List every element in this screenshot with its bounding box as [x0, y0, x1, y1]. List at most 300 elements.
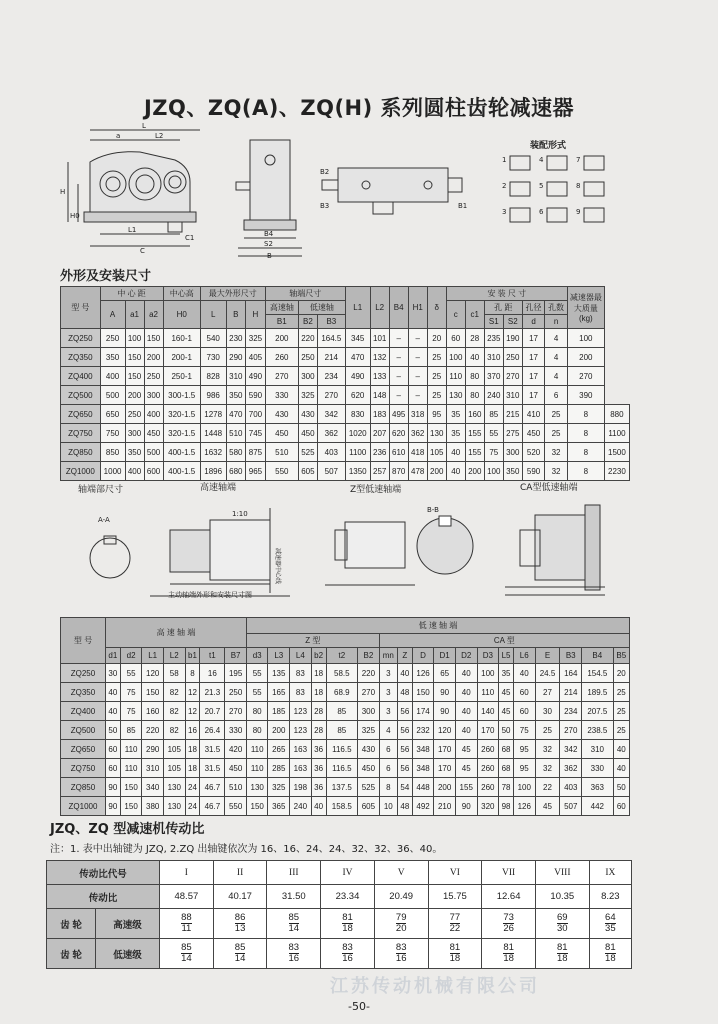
- table-cell: 600: [144, 462, 163, 481]
- table-cell: 410: [522, 405, 545, 424]
- table-cell: 28: [311, 721, 326, 740]
- table-row: [61, 367, 630, 386]
- low-gear-teeth: $\frac{85}{14}$: [213, 939, 267, 969]
- table-cell: 20: [613, 664, 629, 683]
- table-cell: 260: [477, 778, 499, 797]
- table-cell: 20: [427, 329, 446, 348]
- table-cell: 300: [125, 424, 144, 443]
- table-cell: 130: [163, 778, 185, 797]
- table-cell: 18: [311, 683, 326, 702]
- table-cell: 40: [446, 443, 465, 462]
- table-cell: –: [389, 367, 408, 386]
- table-cell: 870: [389, 462, 408, 481]
- ratio-code: III: [267, 861, 321, 885]
- table-cell: 100: [513, 778, 535, 797]
- table-cell: 90: [105, 778, 120, 797]
- table-cell: 362: [560, 759, 582, 778]
- table-cell: 330: [265, 386, 298, 405]
- column-header: b1: [185, 648, 200, 664]
- table-cell: –: [389, 348, 408, 367]
- table-cell: 290: [226, 348, 246, 367]
- table-cell: 4: [545, 348, 568, 367]
- table-cell: 3: [379, 664, 397, 683]
- column-header: D1: [434, 648, 456, 664]
- assembly-number: 5: [539, 182, 544, 190]
- table-cell: 18: [185, 740, 200, 759]
- table-cell: 123: [290, 721, 312, 740]
- table-cell: 105: [427, 443, 446, 462]
- table-cell: 250: [144, 367, 163, 386]
- column-header: L3: [268, 648, 290, 664]
- table-cell: 220: [358, 664, 380, 683]
- reducer-top-view-drawing: [318, 158, 468, 220]
- low-gear-teeth: $\frac{81}{18}$: [482, 939, 536, 969]
- table-cell: 260: [477, 740, 499, 759]
- table-cell: 230: [226, 329, 246, 348]
- table-cell: 55: [484, 424, 503, 443]
- table-cell: 82: [163, 721, 185, 740]
- table-cell: 265: [268, 740, 290, 759]
- table-cell: 8: [567, 443, 604, 462]
- table-cell: 234: [317, 367, 345, 386]
- table-cell: 342: [560, 740, 582, 759]
- table-cell: 1100: [345, 443, 370, 462]
- table-row: [61, 443, 630, 462]
- table-cell: 185: [268, 702, 290, 721]
- table-cell: 100: [484, 462, 503, 481]
- table-cell: 200: [268, 721, 290, 740]
- table-cell: 90: [455, 797, 477, 816]
- table-cell: 28: [311, 702, 326, 721]
- table-cell: 198: [290, 778, 312, 797]
- table-cell: 164: [560, 664, 582, 683]
- table-cell: 550: [265, 462, 298, 481]
- table-cell: 400-1.5: [163, 443, 200, 462]
- table-cell: 163: [290, 740, 312, 759]
- assembly-number: 8: [576, 182, 581, 190]
- table-cell: 330: [582, 759, 614, 778]
- table-cell: 17: [522, 367, 545, 386]
- table-cell: 450: [522, 424, 545, 443]
- table-cell: 189.5: [582, 683, 614, 702]
- table-cell: 170: [434, 759, 456, 778]
- table-cell: 400: [100, 367, 125, 386]
- table-cell: 50: [613, 778, 629, 797]
- table-cell: 605: [298, 462, 317, 481]
- table-cell: 40: [455, 721, 477, 740]
- table-cell: 45: [455, 740, 477, 759]
- table-cell: 155: [465, 443, 484, 462]
- table-cell: 400-1.5: [163, 462, 200, 481]
- table-cell: 300: [144, 386, 163, 405]
- table-cell: 290: [142, 740, 164, 759]
- table-cell: 50: [499, 721, 514, 740]
- table-cell: 350: [226, 386, 246, 405]
- ratio-value: 10.35: [535, 885, 589, 909]
- ratio-code: V: [374, 861, 428, 885]
- table-cell: 56: [397, 759, 412, 778]
- column-header: L1: [142, 648, 164, 664]
- svg-text:C: C: [140, 247, 145, 255]
- table-cell: 500: [144, 443, 163, 462]
- table-row: [61, 386, 630, 405]
- table-cell: 21.3: [200, 683, 225, 702]
- column-header: D3: [477, 648, 499, 664]
- table-cell: 85: [484, 405, 503, 424]
- table-cell: 25: [535, 721, 560, 740]
- table-cell: 4: [545, 367, 568, 386]
- table-cell: 215: [503, 405, 522, 424]
- table-cell: 325: [268, 778, 290, 797]
- table-cell: 610: [389, 443, 408, 462]
- table-cell: 164.5: [317, 329, 345, 348]
- high-speed-shaft-label: 高速轴端: [200, 483, 237, 493]
- table-cell: 580: [226, 443, 246, 462]
- table-cell: 36: [311, 778, 326, 797]
- table-cell: 31.5: [200, 740, 225, 759]
- row-model: ZQ250: [61, 329, 101, 348]
- table-cell: 2230: [604, 462, 629, 481]
- table-row: [61, 759, 630, 778]
- z-low-speed-shaft-drawing: [315, 500, 485, 600]
- table-cell: 22: [535, 778, 560, 797]
- table-cell: 620: [345, 386, 370, 405]
- table-cell: 55: [120, 664, 142, 683]
- row-model: ZQ650: [61, 405, 101, 424]
- note-text: 注：1. 表中出轴键为 JZQ, 2.ZQ 出轴键依次为 16、16、24、24、32、32、36、40。: [50, 844, 443, 855]
- table-cell: 430: [358, 740, 380, 759]
- svg-text:B: B: [267, 252, 272, 260]
- table-cell: 35: [446, 405, 465, 424]
- column-header: B5: [613, 648, 629, 664]
- table-cell: 40: [397, 664, 412, 683]
- table-cell: 1000: [100, 462, 125, 481]
- table-cell: 3: [379, 683, 397, 702]
- table-cell: 150: [246, 797, 268, 816]
- table-cell: 250: [125, 405, 144, 424]
- table-cell: 40: [446, 462, 465, 481]
- table-cell: 48: [397, 683, 412, 702]
- table-cell: 190: [503, 329, 522, 348]
- ratio-code: VI: [428, 861, 482, 885]
- table-cell: 400: [144, 405, 163, 424]
- ratio-value: 8.23: [589, 885, 631, 909]
- row-model: ZQ350: [61, 348, 101, 367]
- table-cell: 18: [185, 759, 200, 778]
- table-cell: 80: [465, 367, 484, 386]
- low-gear-teeth: $\frac{83}{16}$: [267, 939, 321, 969]
- high-gear-teeth: $\frac{81}{18}$: [321, 909, 375, 939]
- table-cell: 25: [427, 348, 446, 367]
- table-cell: 85: [120, 721, 142, 740]
- table-cell: 46.7: [200, 778, 225, 797]
- table-cell: 28: [465, 329, 484, 348]
- header-max-mass: 减速器最大质量: [569, 293, 602, 313]
- header-high-speed: 高 速 轴 端: [105, 618, 246, 648]
- table-cell: 65: [434, 664, 456, 683]
- column-header: mn: [379, 648, 397, 664]
- assembly-number: 1: [502, 156, 507, 164]
- column-header: L2: [163, 648, 185, 664]
- table-cell: 325: [358, 721, 380, 740]
- table-cell: 320: [477, 797, 499, 816]
- table-cell: 24: [185, 797, 200, 816]
- watermark-text: 江苏传动机械有限公司: [330, 976, 540, 997]
- ratio-code: I: [160, 861, 214, 885]
- svg-text:B4: B4: [264, 230, 274, 238]
- table-cell: –: [389, 329, 408, 348]
- table-cell: 350: [125, 443, 144, 462]
- table-cell: 310: [484, 348, 503, 367]
- table-cell: 25: [545, 405, 568, 424]
- table-cell: 126: [412, 664, 434, 683]
- column-header: Z: [397, 648, 412, 664]
- row-model: ZQ1000: [61, 462, 101, 481]
- assembly-number: 4: [539, 156, 544, 164]
- column-header: B4: [582, 648, 614, 664]
- svg-text:B-B: B-B: [427, 506, 439, 514]
- table-cell: 520: [522, 443, 545, 462]
- row-model: ZQ1000: [61, 797, 106, 816]
- table-cell: 270: [265, 367, 298, 386]
- table-cell: 183: [370, 405, 389, 424]
- table-cell: 6: [545, 386, 568, 405]
- table-cell: 110: [120, 759, 142, 778]
- table-cell: 200: [144, 348, 163, 367]
- table-cell: 32: [545, 462, 568, 481]
- row-model: ZQ500: [61, 386, 101, 405]
- table-cell: 240: [290, 797, 312, 816]
- table-cell: 214: [317, 348, 345, 367]
- table-cell: 234: [560, 702, 582, 721]
- table-cell: 25: [613, 702, 629, 721]
- table-cell: 150: [120, 797, 142, 816]
- table-cell: 60: [613, 797, 629, 816]
- table-cell: 36: [311, 759, 326, 778]
- table-cell: 405: [246, 348, 266, 367]
- column-header: b2: [311, 648, 326, 664]
- table-cell: 450: [144, 424, 163, 443]
- table-cell: 20.7: [200, 702, 225, 721]
- table-cell: 48: [397, 797, 412, 816]
- table-cell: 1896: [200, 462, 226, 481]
- table-cell: 35: [446, 424, 465, 443]
- row-model: ZQ400: [61, 367, 101, 386]
- column-header: B7: [225, 648, 247, 664]
- table-cell: 110: [120, 740, 142, 759]
- centerline-label: 减速器中心线: [274, 548, 281, 585]
- table-cell: 58.5: [326, 664, 358, 683]
- table-cell: 160-1: [163, 329, 200, 348]
- svg-text:C1: C1: [185, 234, 195, 242]
- table-cell: 470: [345, 348, 370, 367]
- table-cell: 270: [560, 721, 582, 740]
- table-cell: 510: [265, 443, 298, 462]
- table-cell: 8: [567, 462, 604, 481]
- table-cell: 150: [120, 778, 142, 797]
- high-speed-shaft-drawing: [140, 498, 310, 603]
- table-cell: 830: [345, 405, 370, 424]
- table-row: [61, 683, 630, 702]
- table-cell: 450: [265, 424, 298, 443]
- table-row: [61, 740, 630, 759]
- table-cell: 60: [105, 740, 120, 759]
- table-cell: 27: [535, 683, 560, 702]
- table-cell: 170: [434, 740, 456, 759]
- table-cell: 363: [582, 778, 614, 797]
- table-cell: 150: [125, 348, 144, 367]
- table-cell: 105: [163, 740, 185, 759]
- outline-install-dims-table: 型 号 中 心 距 中心高 最大外形尺寸 轴端尺寸 L1 L2 B4 H1 δ 安 装 尺 寸 减速器最大质量 (kg) A a1 a2 H0 L B H 高速轴 低速轴 c c1 孔 距 孔径 孔数 B1 B2 B3 S1 S2 d n ZQ250 250 100 150 160-1 540 230 325 200 220 164.5 345 101 – – 20 60 28 235 190 17 4 100 ZQ350 350 150 200 200-1 730 290 405 260 250 214 470 132 – – 25 100 40 310 250 17 4 200 ZQ400 400 150 250 250-1 828 310 490 270 300 234 490 133 – – 25 110 80 370 270 17 4 270 ZQ500 500 200 300 300-1.5 986 350 590 330 325 270 620 148 – – 25 130 80 240 310 17 6 390 ZQ650 650 250 400 320-1.5 1278 470 700 430 430 342 830 183 495 318 95 35 160 85 215 410 25 8 880 ZQ750 750 300 450 320-1.5 1448 510 745 450 450 362 1020 207 620 362 130 35 155 55 275 450 25 8 1100 ZQ850 850 350 500 400-1.5 1632 580 875 510 525 403 1100 236 610 418 105 40 155 75 300 520 32 8 1500 ZQ1000 1000 400 600 400-1.5 1896 680 965 550 605 507 1350 257 870 478 200 40 200 100 350 590 32 8 2230: [60, 286, 630, 481]
- column-header: D2: [455, 648, 477, 664]
- table-cell: 318: [408, 405, 427, 424]
- table-cell: 340: [142, 778, 164, 797]
- table-cell: 155: [455, 778, 477, 797]
- table-cell: 75: [513, 721, 535, 740]
- table-cell: 133: [370, 367, 389, 386]
- table-cell: 370: [484, 367, 503, 386]
- table-cell: 75: [120, 683, 142, 702]
- row-model: ZQ500: [61, 721, 106, 740]
- table-cell: 342: [317, 405, 345, 424]
- table-cell: –: [408, 348, 427, 367]
- table-cell: 214: [560, 683, 582, 702]
- table-cell: 232: [412, 721, 434, 740]
- table-cell: 680: [226, 462, 246, 481]
- table-cell: 45: [455, 759, 477, 778]
- table-cell: 300: [358, 702, 380, 721]
- table-cell: 590: [522, 462, 545, 481]
- table-cell: 24.5: [535, 664, 560, 683]
- ratio-value: 31.50: [267, 885, 321, 909]
- ratio-value: 48.57: [160, 885, 214, 909]
- table-cell: 236: [370, 443, 389, 462]
- table-cell: 200: [434, 778, 456, 797]
- table-cell: 120: [142, 664, 164, 683]
- header-center-distance: 中 心 距: [100, 287, 163, 301]
- table-cell: 420: [225, 740, 247, 759]
- table-cell: 348: [412, 740, 434, 759]
- column-header: L6: [513, 648, 535, 664]
- svg-text:H0: H0: [70, 212, 80, 220]
- table-cell: 400: [125, 462, 144, 481]
- table-cell: 260: [477, 759, 499, 778]
- table-cell: 60: [105, 759, 120, 778]
- table-cell: 40: [613, 759, 629, 778]
- table-cell: 25: [427, 367, 446, 386]
- table-cell: 1020: [345, 424, 370, 443]
- table-cell: 150: [142, 683, 164, 702]
- table-cell: 30: [535, 702, 560, 721]
- table-cell: 110: [246, 740, 268, 759]
- table-cell: 620: [389, 424, 408, 443]
- table-cell: 510: [225, 778, 247, 797]
- table-cell: 85: [326, 702, 358, 721]
- table-cell: 68: [499, 740, 514, 759]
- table-cell: 430: [298, 405, 317, 424]
- table-cell: 250: [503, 348, 522, 367]
- table-cell: 350: [503, 462, 522, 481]
- table-cell: 300-1.5: [163, 386, 200, 405]
- high-gear-teeth: $\frac{85}{14}$: [267, 909, 321, 939]
- table-cell: 148: [370, 386, 389, 405]
- low-gear-teeth: $\frac{83}{16}$: [321, 939, 375, 969]
- table-cell: 448: [412, 778, 434, 797]
- table-cell: 507: [560, 797, 582, 816]
- table-row: [61, 424, 630, 443]
- table-cell: 101: [370, 329, 389, 348]
- table-cell: 250: [100, 329, 125, 348]
- low-gear-teeth: $\frac{81}{18}$: [535, 939, 589, 969]
- table-cell: 250-1: [163, 367, 200, 386]
- table-cell: 56: [397, 721, 412, 740]
- table-cell: 8: [379, 778, 397, 797]
- table-cell: 550: [225, 797, 247, 816]
- table-cell: 850: [100, 443, 125, 462]
- svg-text:A-A: A-A: [98, 516, 110, 524]
- table-cell: 320-1.5: [163, 424, 200, 443]
- reducer-front-view-drawing: [50, 122, 220, 257]
- assembly-number: 2: [502, 182, 507, 190]
- table-cell: 1448: [200, 424, 226, 443]
- table-cell: 325: [246, 329, 266, 348]
- table-cell: 40: [105, 702, 120, 721]
- column-header: d1: [105, 648, 120, 664]
- table-cell: 31.5: [200, 759, 225, 778]
- table-cell: 25: [427, 386, 446, 405]
- table-cell: 1100: [604, 424, 629, 443]
- table-cell: 160: [465, 405, 484, 424]
- table-cell: 130: [246, 778, 268, 797]
- table-cell: 130: [446, 386, 465, 405]
- header-model: 型 号: [61, 287, 101, 329]
- table-row: [61, 721, 630, 740]
- assembly-number: 6: [539, 208, 544, 216]
- table-cell: 130: [163, 797, 185, 816]
- table-cell: 495: [389, 405, 408, 424]
- table-cell: 650: [100, 405, 125, 424]
- header-low-speed: 低 速 轴 端: [246, 618, 629, 634]
- table-cell: 450: [298, 424, 317, 443]
- row-model: ZQ250: [61, 664, 106, 683]
- table-cell: 100: [567, 329, 604, 348]
- table-cell: 195: [225, 664, 247, 683]
- table-cell: 1500: [604, 443, 629, 462]
- table-row: [61, 329, 630, 348]
- table-cell: 155: [465, 424, 484, 443]
- table-cell: 50: [105, 721, 120, 740]
- low-gear-teeth: $\frac{81}{18}$: [589, 939, 631, 969]
- svg-text:1:10: 1:10: [232, 510, 248, 518]
- table-cell: 110: [477, 683, 499, 702]
- table-cell: 880: [604, 405, 629, 424]
- table-cell: 300: [298, 367, 317, 386]
- shaft-section-aa-drawing: [80, 510, 140, 590]
- high-gear-teeth: $\frac{88}{11}$: [160, 909, 214, 939]
- svg-text:S2: S2: [264, 240, 273, 248]
- table-cell: 17: [522, 348, 545, 367]
- ratio-code: VII: [482, 861, 536, 885]
- table-cell: 90: [434, 702, 456, 721]
- table-cell: 310: [503, 386, 522, 405]
- table-cell: 24: [185, 778, 200, 797]
- table-cell: 4: [379, 721, 397, 740]
- ratio-code: IV: [321, 861, 375, 885]
- table-cell: 40: [455, 702, 477, 721]
- table-cell: 40: [455, 683, 477, 702]
- ratio-value: 12.64: [482, 885, 536, 909]
- high-gear-teeth: $\frac{77}{22}$: [428, 909, 482, 939]
